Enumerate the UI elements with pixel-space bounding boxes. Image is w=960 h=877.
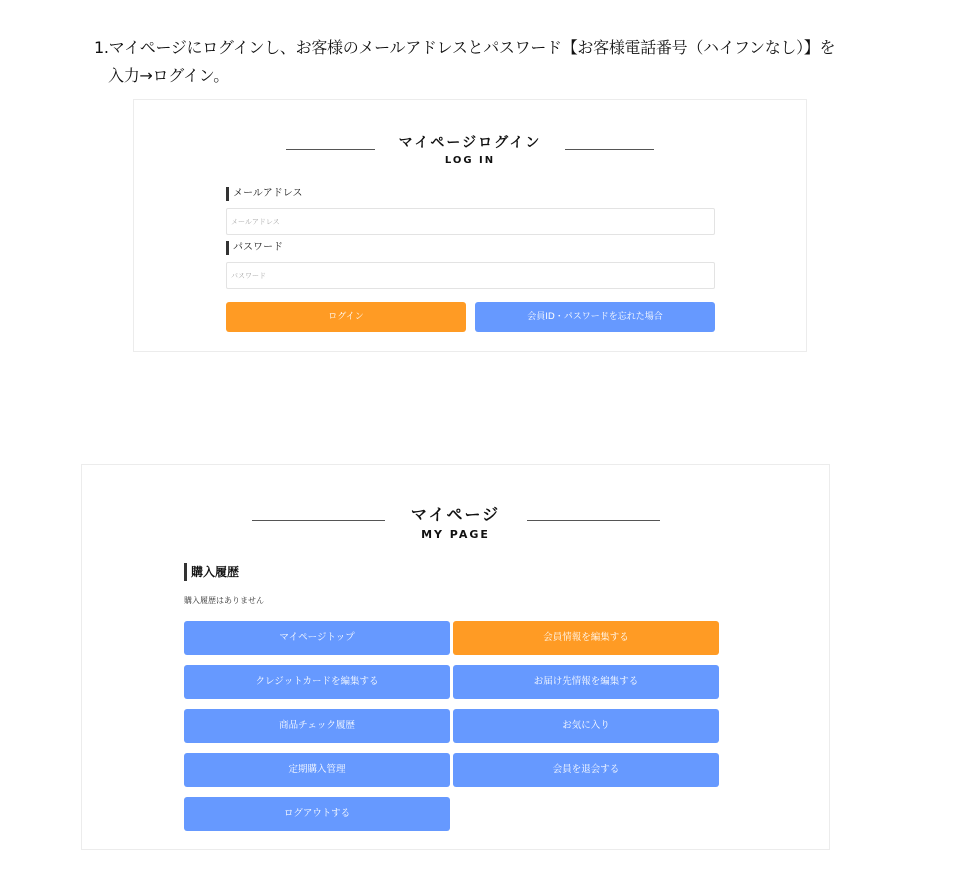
purchase-history-title: 購入履歴 bbox=[184, 563, 239, 581]
mypage-top-button[interactable]: マイページトップ bbox=[184, 621, 450, 655]
email-input[interactable] bbox=[226, 208, 715, 235]
subscription-management-button[interactable]: 定期購入管理 bbox=[184, 753, 450, 787]
mypage-title: マイページ bbox=[410, 505, 501, 524]
favorites-button[interactable]: お気に入り bbox=[453, 709, 719, 743]
login-heading bbox=[134, 132, 806, 166]
login-panel bbox=[133, 99, 807, 352]
instruction-text bbox=[94, 34, 894, 90]
mypage-subtitle: MY PAGE bbox=[421, 528, 490, 541]
edit-credit-card-button[interactable]: クレジットカードを編集する bbox=[184, 665, 450, 699]
login-button[interactable]: ログイン bbox=[226, 302, 466, 332]
edit-member-info-button[interactable]: 会員情報を編集する bbox=[453, 621, 719, 655]
logout-button[interactable]: ログアウトする bbox=[184, 797, 450, 831]
withdraw-membership-button[interactable]: 会員を退会する bbox=[453, 753, 719, 787]
forgot-password-button[interactable]: 会員ID・パスワードを忘れた場合 bbox=[475, 302, 715, 332]
product-check-history-button[interactable]: 商品チェック履歴 bbox=[184, 709, 450, 743]
password-input[interactable] bbox=[226, 262, 715, 289]
mypage-heading bbox=[82, 502, 829, 541]
instruction-line-2: 入力→ログイン。 bbox=[108, 66, 229, 85]
login-title: マイページログイン bbox=[398, 135, 542, 151]
purchase-history-empty: 購入履歴はありません bbox=[184, 596, 264, 605]
login-subtitle: LOG IN bbox=[444, 155, 496, 166]
password-label: パスワード bbox=[226, 241, 283, 255]
email-label: メールアドレス bbox=[226, 187, 303, 201]
mypage-panel bbox=[81, 464, 830, 850]
instruction-line-1: 1.マイページにログインし、お客様のメールアドレスとパスワード【お客様電話番号（ハイフンなし）】を bbox=[94, 38, 836, 57]
edit-shipping-button[interactable]: お届け先情報を編集する bbox=[453, 665, 719, 699]
